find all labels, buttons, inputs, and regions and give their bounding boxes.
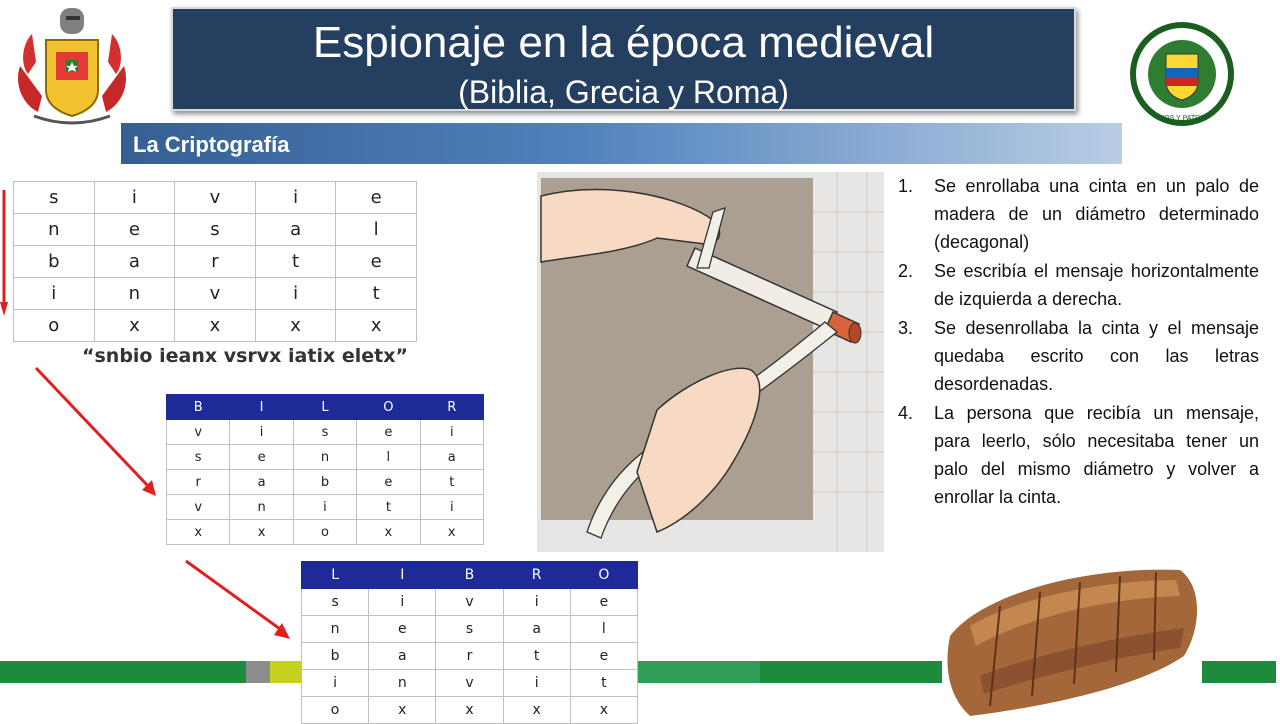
table-cell: l — [570, 616, 637, 643]
table-cell: e — [357, 420, 420, 445]
table-row — [302, 697, 638, 724]
coat-of-arms-logo-icon — [12, 4, 132, 132]
table-row — [14, 182, 417, 214]
column-header: O — [570, 562, 637, 589]
table-cell: s — [167, 445, 230, 470]
table-cell: l — [357, 445, 420, 470]
column-header: B — [436, 562, 503, 589]
table-cell: o — [14, 310, 95, 342]
keyword-bilor-table — [166, 394, 484, 545]
table-cell: t — [357, 495, 420, 520]
table-cell: i — [94, 182, 175, 214]
table-cell: x — [167, 520, 230, 545]
table-cell: v — [167, 420, 230, 445]
table-cell: a — [420, 445, 483, 470]
column-header: L — [302, 562, 369, 589]
page-title: Espionaje en la época medieval — [312, 18, 935, 67]
table-cell: v — [167, 495, 230, 520]
table-cell: e — [230, 445, 293, 470]
table-cell: a — [369, 643, 436, 670]
leather-scytale-photo — [940, 556, 1204, 720]
scytale-illustration — [537, 172, 884, 552]
table-cell: v — [436, 589, 503, 616]
table-row — [167, 470, 484, 495]
table-cell: s — [175, 214, 256, 246]
ciphertext-quote: “snbio ieanx vsrvx iatix eletx” — [82, 345, 408, 367]
table-cell: x — [230, 520, 293, 545]
table-row — [302, 643, 638, 670]
column-header: B — [167, 395, 230, 420]
table-cell: i — [369, 589, 436, 616]
table-cell: i — [255, 182, 336, 214]
table-cell: x — [94, 310, 175, 342]
table-row — [14, 310, 417, 342]
column-header: R — [420, 395, 483, 420]
table-cell: a — [94, 246, 175, 278]
table-row — [167, 445, 484, 470]
table-cell: l — [336, 214, 417, 246]
steps-list — [898, 172, 1259, 512]
table-cell: a — [230, 470, 293, 495]
keyword-libro-table — [301, 561, 638, 724]
table-cell: s — [14, 182, 95, 214]
policia-nacional-seal-icon — [1128, 20, 1236, 128]
table-cell: x — [336, 310, 417, 342]
table-cell: x — [570, 697, 637, 724]
diagonal-arrow-icon — [30, 362, 165, 502]
page-subtitle: (Biblia, Grecia y Roma) — [458, 74, 789, 110]
table-cell: n — [14, 214, 95, 246]
footer-stripe — [760, 661, 942, 683]
table-cell: i — [420, 495, 483, 520]
table-row — [167, 420, 484, 445]
table-cell: r — [175, 246, 256, 278]
plaintext-grid-table — [13, 181, 417, 342]
footer-stripe — [0, 661, 246, 683]
table-cell: x — [175, 310, 256, 342]
table-cell: n — [302, 616, 369, 643]
table-cell: x — [420, 520, 483, 545]
footer-stripe — [638, 661, 760, 683]
table-row — [14, 278, 417, 310]
table-cell: o — [293, 520, 356, 545]
table-cell: v — [436, 670, 503, 697]
table-cell: e — [336, 246, 417, 278]
table-cell: i — [503, 670, 570, 697]
table-cell: x — [369, 697, 436, 724]
column-header: I — [369, 562, 436, 589]
table-cell: e — [94, 214, 175, 246]
table-cell: i — [503, 589, 570, 616]
table-cell: v — [175, 278, 256, 310]
table-cell: i — [420, 420, 483, 445]
table-cell: t — [420, 470, 483, 495]
column-header: R — [503, 562, 570, 589]
down-arrow-icon — [0, 190, 12, 320]
table-cell: t — [503, 643, 570, 670]
table-cell: e — [369, 616, 436, 643]
table-cell: r — [167, 470, 230, 495]
table-cell: e — [570, 589, 637, 616]
table-cell: n — [293, 445, 356, 470]
table-row — [302, 670, 638, 697]
list-item: 3. Se desenrollaba la cinta y el mensaje quedaba escrito con las letras desordenadas. — [898, 318, 1259, 394]
table-cell: x — [357, 520, 420, 545]
table-cell: n — [369, 670, 436, 697]
table-cell: t — [255, 246, 336, 278]
footer-stripe — [1202, 661, 1276, 683]
table-cell: r — [436, 643, 503, 670]
table-cell: x — [503, 697, 570, 724]
column-header: I — [230, 395, 293, 420]
table-cell: s — [436, 616, 503, 643]
table-row — [14, 214, 417, 246]
list-item: 2. Se escribía el mensaje horizontalmente de izquierda a derecha. — [898, 261, 1259, 309]
table-cell: a — [503, 616, 570, 643]
table-row — [167, 495, 484, 520]
table-cell: b — [302, 643, 369, 670]
table-cell: i — [293, 495, 356, 520]
table-cell: i — [302, 670, 369, 697]
section-header-bar — [121, 123, 1122, 164]
title-box — [171, 7, 1076, 111]
diagonal-arrow-icon — [180, 555, 295, 645]
footer-stripe — [270, 661, 301, 683]
list-item: 1. Se enrollaba una cinta en un palo de madera de un diámetro determinado (decagonal) — [898, 176, 1259, 252]
table-header-row — [302, 562, 638, 589]
table-row — [302, 616, 638, 643]
table-cell: n — [230, 495, 293, 520]
table-cell: s — [293, 420, 356, 445]
table-header-row — [167, 395, 484, 420]
column-header: O — [357, 395, 420, 420]
table-cell: t — [570, 670, 637, 697]
footer-stripe — [246, 661, 270, 683]
table-cell: e — [570, 643, 637, 670]
table-cell: i — [255, 278, 336, 310]
table-cell: n — [94, 278, 175, 310]
table-cell: s — [302, 589, 369, 616]
table-row — [302, 589, 638, 616]
table-cell: i — [230, 420, 293, 445]
table-cell: x — [255, 310, 336, 342]
table-cell: v — [175, 182, 256, 214]
table-cell: e — [336, 182, 417, 214]
table-cell: b — [293, 470, 356, 495]
table-cell: t — [336, 278, 417, 310]
table-cell: x — [436, 697, 503, 724]
table-cell: e — [357, 470, 420, 495]
table-row — [14, 246, 417, 278]
list-item: 4. La persona que recibía un mensaje, para leerlo, sólo necesitaba tener un palo del mismo diámetro y volver a enrollar la cinta. — [898, 403, 1259, 507]
section-title: La Criptografía — [133, 132, 290, 157]
table-cell: b — [14, 246, 95, 278]
table-row — [167, 520, 484, 545]
table-cell: i — [14, 278, 95, 310]
table-cell: o — [302, 697, 369, 724]
column-header: L — [293, 395, 356, 420]
svg-text:DIOS Y PATRIA: DIOS Y PATRIA — [1157, 115, 1207, 122]
table-cell: a — [255, 214, 336, 246]
